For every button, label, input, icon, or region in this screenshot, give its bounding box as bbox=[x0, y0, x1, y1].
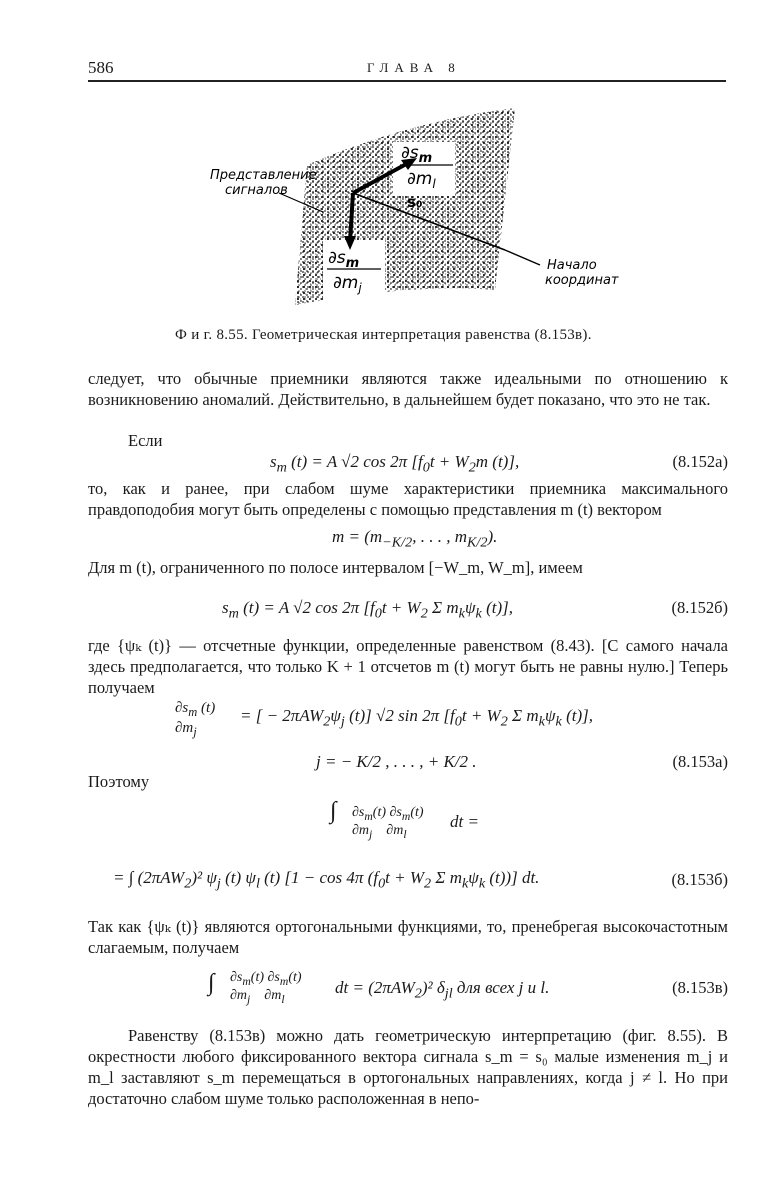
vec-l-denominator: $\partial m_l$ bbox=[407, 169, 436, 191]
figure-8-55 bbox=[195, 100, 655, 315]
equation-8-153b-line1: dt = bbox=[450, 812, 479, 831]
word-poetomu: Поэтому bbox=[88, 772, 150, 791]
equation-8-152b: $s_m$ (t) = A √2 cos 2π [$f_0t + W_2$ Σ $m_k\psi_k$ (t)], bbox=[222, 598, 513, 622]
paragraph-2: то, как и ранее, при слабом шуме характеристики приемника максимального правдоподобия могут быть определены с помощью представления m (t) вектором bbox=[88, 479, 728, 519]
chapter-title: ГЛАВА 8 bbox=[367, 60, 461, 75]
label-origin-2: координат bbox=[545, 273, 619, 288]
equation-8-153a-line2: j = − K/2 , . . . , + K/2 . bbox=[316, 752, 477, 771]
integral-sign-2: ∫ bbox=[208, 970, 215, 996]
figure-caption: Ф и г. 8.55. Геометрическая интерпретация равенства (8.153в). bbox=[175, 327, 592, 343]
page-number: 586 bbox=[88, 58, 114, 77]
label-representation-1: Представление bbox=[210, 168, 317, 183]
integral-sign: ∫ bbox=[330, 798, 337, 824]
equation-number-8-153a: (8.153a) bbox=[672, 752, 728, 771]
paragraph-1: следует, что обычные приемники являются также идеальными по отношению к возникновению аномалий. Действительно, в дальнейшем будет показано, что это не так. bbox=[88, 369, 728, 409]
equation-m-vector: $m = (m_{-K/2}$, . . . , $m_{K/2}$). bbox=[332, 527, 498, 551]
fraction-product-2: $\partial s_m(t)$ $\partial s_m(t)$ $\partial m_j$ $\partial m_l$ bbox=[230, 970, 302, 1006]
paragraph-3: Для m (t), ограниченного по полосе интервалом [−W_m, W_m], имеем bbox=[88, 558, 583, 577]
equation-8-153a-line1: = [ − $2\pi AW_2\psi_j$ (t)] √2 sin 2π [$f_0t + W_2$ Σ $m_k\psi_k$ (t)], bbox=[240, 706, 593, 730]
equation-8-153c: dt = (2πAW$_2$)² $\delta_{jl}$ для всех j и l. bbox=[335, 978, 550, 1002]
label-representation-2: сигналов bbox=[225, 183, 288, 198]
fraction-dsm-dmj: $\partial s_m$ (t) $\partial m_j$ bbox=[175, 700, 216, 739]
paragraph-6: Равенству (8.153в) можно дать геометрическую интерпретацию (фиг. 8.55). В окрестности любого фиксированного вектора сигнала s_m = s₀ малые изменения m_j и m_l заставляют s_m перемещаться в ортогональных направлениях, когда j ≠ l. Но при достаточно слабом шуме только расположенная в непо- bbox=[88, 1026, 728, 1108]
fraction-product: $\partial s_m(t)$ $\partial s_m(t)$ $\partial m_j$ $\partial m_l$ bbox=[352, 805, 424, 841]
vec-j-denominator: $\partial m_j$ bbox=[333, 273, 362, 295]
equation-number-8-152a: (8.152a) bbox=[672, 452, 728, 471]
header-rule bbox=[88, 80, 726, 82]
label-origin-1: Начало bbox=[547, 258, 597, 273]
paragraph-5: Так как {ψₖ (t)} являются ортогональными функциями, то, пренебрегая высокочастотным слагаемым, получаем bbox=[88, 917, 728, 957]
paragraph-4: где {ψₖ (t)} — отсчетные функции, определенные равенством (8.43). [С самого начала здесь предполагается, что только K + 1 отсчетов m (t) могут быть не равны нулю.] Теперь получаем bbox=[88, 636, 728, 697]
vec-l-numerator: $\partial s_m$ bbox=[401, 143, 433, 166]
vec-j-numerator: $\partial s_m$ bbox=[328, 248, 360, 271]
s0-label: s₀ bbox=[407, 193, 423, 211]
equation-number-8-153c: (8.153в) bbox=[672, 978, 728, 997]
equation-number-8-153b: (8.153б) bbox=[671, 870, 728, 889]
equation-8-152a: $s_m$ (t) = A √2 cos 2π [$f_0t + W_2m$ (t)], bbox=[270, 452, 520, 476]
equation-8-153b-line2: = ∫ (2πAW$_2$)² $\psi_j$ (t) $\psi_l$ (t) [1 − cos 4π ($f_0t + W_2$ Σ $m_k\psi_k$ (t))] dt. bbox=[113, 868, 540, 892]
equation-number-8-152b: (8.152б) bbox=[671, 598, 728, 617]
word-esli: Если bbox=[128, 431, 163, 450]
